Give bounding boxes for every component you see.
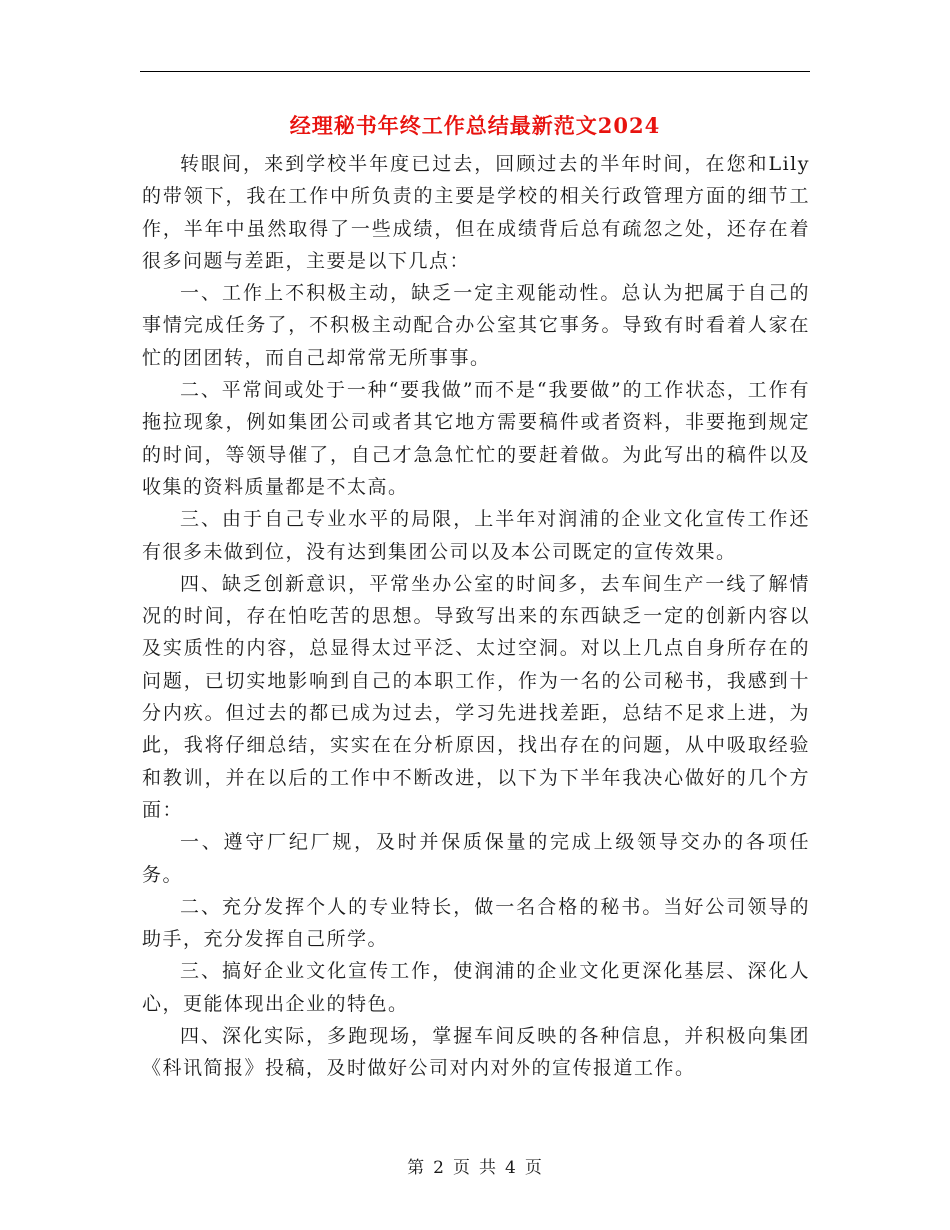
footer-page-word: 页 [453,1158,471,1178]
paragraph-plan-4: 四、深化实际，多跑现场，掌握车间反映的各种信息，并积极向集团《科讯简报》投稿，及时做好公司对内对外的宣传报道工作。 [142,1025,810,1080]
paragraph-problem-4: 四、缺乏创新意识，平常坐办公室的时间多，去车间生产一线了解情况的时间，存在怕吃苦的思想。导致写出来的东西缺乏一定的创新内容以及实质性的内容，总显得太过平泛、太过空洞。对以上几点自身所存在的问题，已切实地影响到自己的本职工作，作为一名的公司秘书，我感到十分内疚。但过去的都已成为过去，学习先进找差距，总结不足求上进，为此，我将仔细总结，实实在在分析原因，找出存在的问题，从中吸取经验和教训，并在以后的工作中不断改进，以下为下半年我决心做好的几个方面： [142,572,810,821]
paragraph-plan-3: 三、搞好企业文化宣传工作，使润浦的企业文化更深化基层、深化人心，更能体现出企业的特色。 [142,960,810,1015]
page-footer [0,1153,950,1178]
document-title: 经理秘书年终工作总结最新范文2024 [289,113,661,138]
paragraph-plan-2: 二、充分发挥个人的专业特长，做一名合格的秘书。当好公司领导的助手，充分发挥自己所学。 [142,895,810,951]
document-body [142,148,810,1085]
paragraph-plan-1: 一、遵守厂纪厂规，及时并保质保量的完成上级领导交办的各项任务。 [142,831,810,886]
header-rule [140,71,810,72]
paragraph-intro: 转眼间，来到学校半年度已过去，回顾过去的半年时间，在您和Lily的带领下，我在工作中所负责的主要是学校的相关行政管理方面的细节工作，半年中虽然取得了一些成绩，但在成绩背后总有疏忽之处，还存在着很多问题与差距，主要是以下几点： [142,153,810,272]
footer-total-word: 共 [479,1158,497,1178]
paragraph-problem-1: 一、工作上不积极主动，缺乏一定主观能动性。总认为把属于自己的事情完成任务了，不积极主动配合办公室其它事务。导致有时看着人家在忙的团团转，而自己却常常无所事事。 [142,282,810,369]
paragraph-problem-2: 二、平常间或处于一种“要我做”而不是“我要做”的工作状态，工作有拖拉现象，例如集团公司或者其它地方需要稿件或者资料，非要拖到规定的时间，等领导催了，自己才急急忙忙的要赶着做。为此写出的稿件以及收集的资料质量都是不太高。 [142,379,810,498]
paragraph-problem-3: 三、由于自己专业水平的局限，上半年对润浦的企业文化宣传工作还有很多未做到位，没有达到集团公司以及本公司既定的宣传效果。 [142,508,810,563]
footer-prefix: 第 [407,1158,426,1178]
footer-suffix: 页 [524,1158,543,1178]
footer-total-pages: 4 [505,1158,517,1178]
footer-current-page: 2 [433,1158,445,1178]
